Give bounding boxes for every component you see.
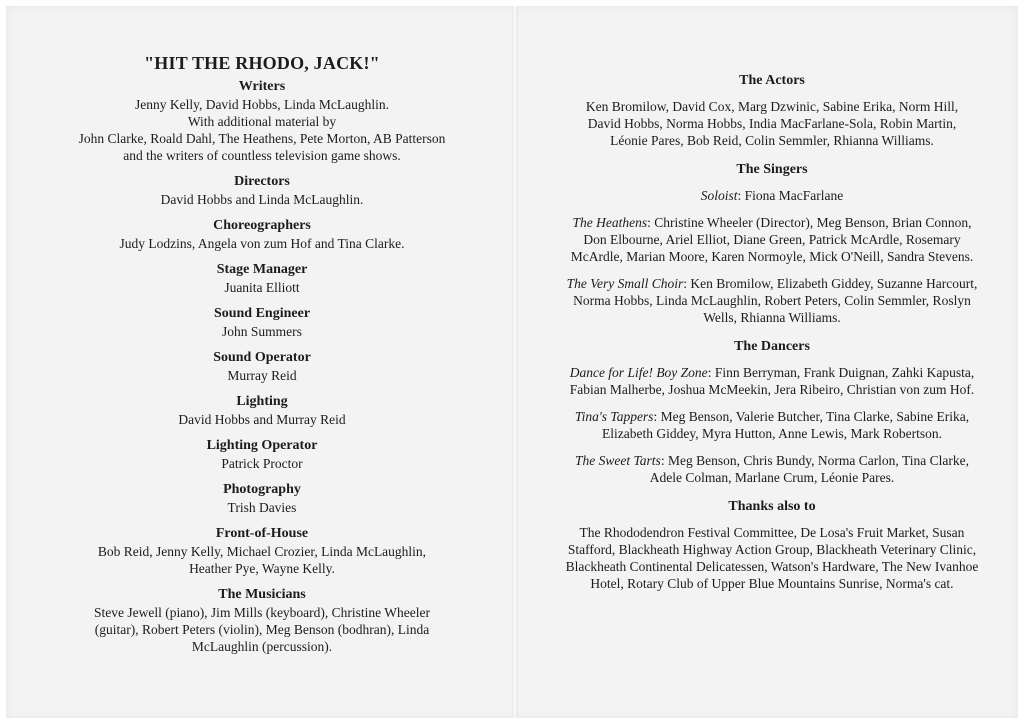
group-label: The Very Small Choir [566,276,684,291]
directors-section [56,173,468,208]
section-line: Jenny Kelly, David Hobbs, Linda McLaughlin. [134,97,390,112]
section-heading: Front-of-House [215,526,309,541]
section-line: John Clarke, Roald Dahl, The Heathens, Pete Morton, AB Patterson [78,131,446,146]
tarts-paragraph [561,452,983,486]
section-heading: Sound Engineer [213,306,311,321]
section-heading: The Actors [739,73,805,88]
section-line: David Hobbs and Murray Reid [178,412,346,427]
group-members: : Meg Benson, Chris Bundy, Norma Carlon, Tina Clarke, Adele Colman, Marlane Crum, Léonie Pares. [649,453,969,485]
tappers-paragraph [561,408,983,442]
section-line: Léonie Pares, Bob Reid, Colin Semmler, Rhianna Williams. [610,133,934,148]
thanks-section [561,498,983,592]
stage-manager-section [56,261,468,296]
front-of-house-section [56,525,468,577]
section-heading: Writers [238,79,286,94]
writers-section [56,78,468,164]
group-label: Dance for Life! Boy Zone [569,365,708,380]
left-page [56,52,468,664]
section-line: and the writers of countless television game shows. [123,148,401,163]
section-line: Heather Pye, Wayne Kelly. [189,561,335,576]
section-heading: Photography [223,482,301,497]
musicians-section [56,586,468,655]
program-spread [6,6,1018,718]
group-members: : Christine Wheeler (Director), Meg Benson, Brian Connon, Don Elbourne, Ariel Elliot, Diane Green, Patrick McArdle, Rosemary McArdle, Marian Moore, Karen Normoyle, Mick O'Neill, Sandra Stevens. [570,215,974,264]
section-heading: The Musicians [218,587,306,602]
section-line: With additional material by [187,114,337,129]
section-line: Steve Jewell (piano), Jim Mills (keyboard), Christine Wheeler [93,605,431,620]
section-line: Judy Lodzins, Angela von zum Hof and Tina Clarke. [119,236,405,251]
group-label: Tina's Tappers [574,409,654,424]
section-line: Trish Davies [227,500,297,515]
right-page [561,72,983,604]
section-line: David Hobbs and Linda McLaughlin. [160,192,364,207]
section-heading: Choreographers [213,218,311,233]
heathens-paragraph [561,214,983,265]
show-title: "HIT THE RHODO, JACK!" [144,53,380,73]
section-heading: Directors [234,174,290,189]
section-line: Murray Reid [227,368,297,383]
section-line: David Hobbs, Norma Hobbs, India MacFarlane-Sola, Robin Martin, [587,116,957,131]
section-line: Juanita Elliott [224,280,300,295]
group-members: : Finn Berryman, Frank Duignan, Zahki Kapusta, Fabian Malherbe, Joshua McMeekin, Jera Ribeiro, Christian von zum Hof. [569,365,975,397]
section-line: John Summers [222,324,302,339]
section-heading: Stage Manager [216,262,308,277]
group-label: The Sweet Tarts [575,453,661,468]
actors-section [561,72,983,149]
group-members: : Meg Benson, Valerie Butcher, Tina Clarke, Sabine Erika, Elizabeth Giddey, Myra Hutton, Anne Lewis, Mark Robertson. [602,409,970,441]
section-heading: Sound Operator [213,350,311,365]
group-members: : Ken Bromilow, Elizabeth Giddey, Suzanne Harcourt, Norma Hobbs, Linda McLaughlin, Robert Peters, Colin Semmler, Roslyn Wells, Rhianna Williams. [573,276,978,325]
soloist-paragraph [561,187,983,204]
boyzone-paragraph [561,364,983,398]
thanks-paragraph: The Rhododendron Festival Committee, De Losa's Fruit Market, Susan Stafford, Blackheath Highway Action Group, Blackheath Veterinary Clinic, Blackheath Continental Delicatessen, Watson's Hardware, The New Ivanhoe Hotel, Rotary Club of Upper Blue Mountains Sunrise, Norma's cat. [565,525,979,591]
lighting-section [56,393,468,428]
choir-paragraph [561,275,983,326]
page-fold [512,6,518,718]
lighting-operator-section [56,437,468,472]
group-label: The Heathens [572,215,648,230]
dancers-section [561,338,983,486]
section-heading: Lighting [236,394,288,409]
section-line: Bob Reid, Jenny Kelly, Michael Crozier, Linda McLaughlin, [97,544,427,559]
section-line: McLaughlin (percussion). [191,639,333,654]
section-heading: The Singers [736,162,808,177]
sound-engineer-section [56,305,468,340]
section-heading: The Dancers [734,339,810,354]
section-heading: Thanks also to [728,499,816,514]
photography-section [56,481,468,516]
section-line: Patrick Proctor [221,456,303,471]
sound-operator-section [56,349,468,384]
section-line: Ken Bromilow, David Cox, Marg Dzwinic, Sabine Erika, Norm Hill, [585,99,959,114]
group-label: Soloist [700,188,738,203]
section-heading: Lighting Operator [206,438,318,453]
section-line: (guitar), Robert Peters (violin), Meg Benson (bodhran), Linda [94,622,430,637]
singers-section [561,161,983,326]
choreographers-section [56,217,468,252]
group-members: : Fiona MacFarlane [737,188,844,203]
